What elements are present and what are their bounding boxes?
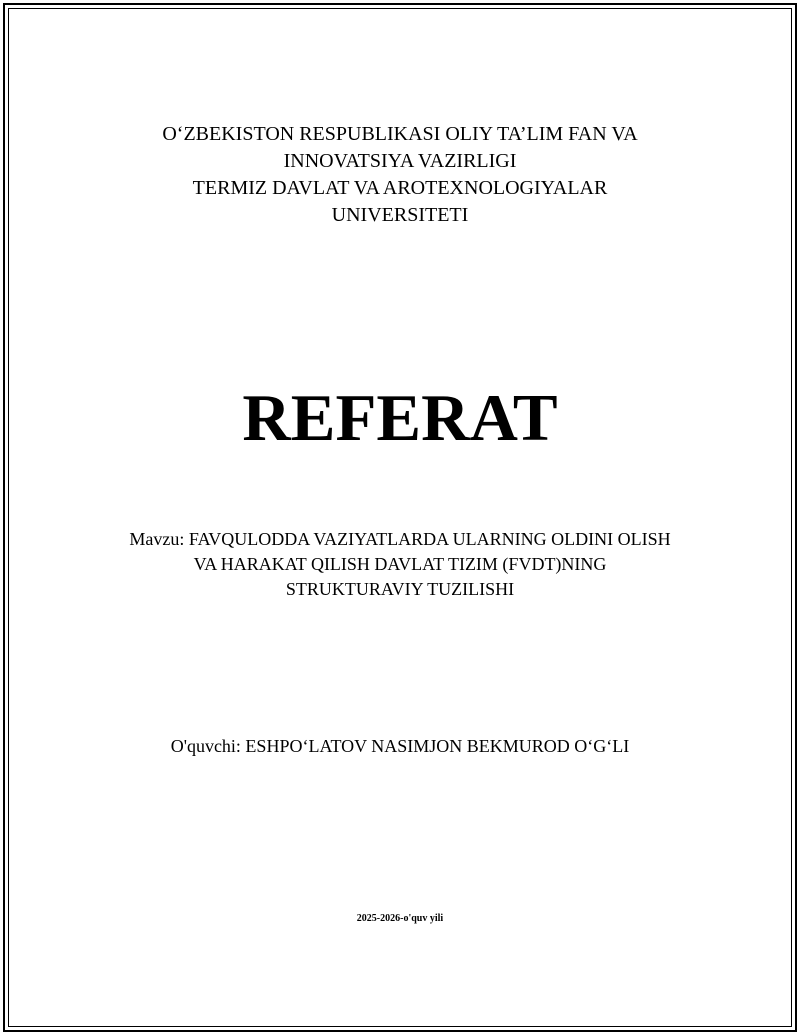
header-line-1: O‘ZBEKISTON RESPUBLIKASI OLIY TA’LIM FAN VA	[162, 123, 638, 145]
institution-header	[0, 121, 800, 229]
student-name: O'quvchi: ESHPO‘LATOV NASIMJON BEKMUROD O‘G‘LI	[170, 736, 630, 756]
document-title: REFERAT	[242, 381, 558, 455]
header-line-4: UNIVERSITETI	[331, 204, 469, 226]
header-line-2: INNOVATSIYA VAZIRLIGI	[283, 150, 517, 172]
topic-line-2: VA HARAKAT QILISH DAVLAT TIZIM (FVDT)NING	[193, 554, 607, 574]
topic-line-3: STRUKTURAVIY TUZILISHI	[285, 579, 515, 599]
academic-year: 2025-2026-o'quv yili	[356, 913, 444, 924]
topic-line-1: Mavzu: FAVQULODDA VAZIYATLARDA ULARNING OLDINI OLISH	[129, 529, 671, 549]
header-line-3: TERMIZ DAVLAT VA AROTEXNOLOGIYALAR	[192, 177, 608, 199]
topic-block	[0, 527, 800, 602]
